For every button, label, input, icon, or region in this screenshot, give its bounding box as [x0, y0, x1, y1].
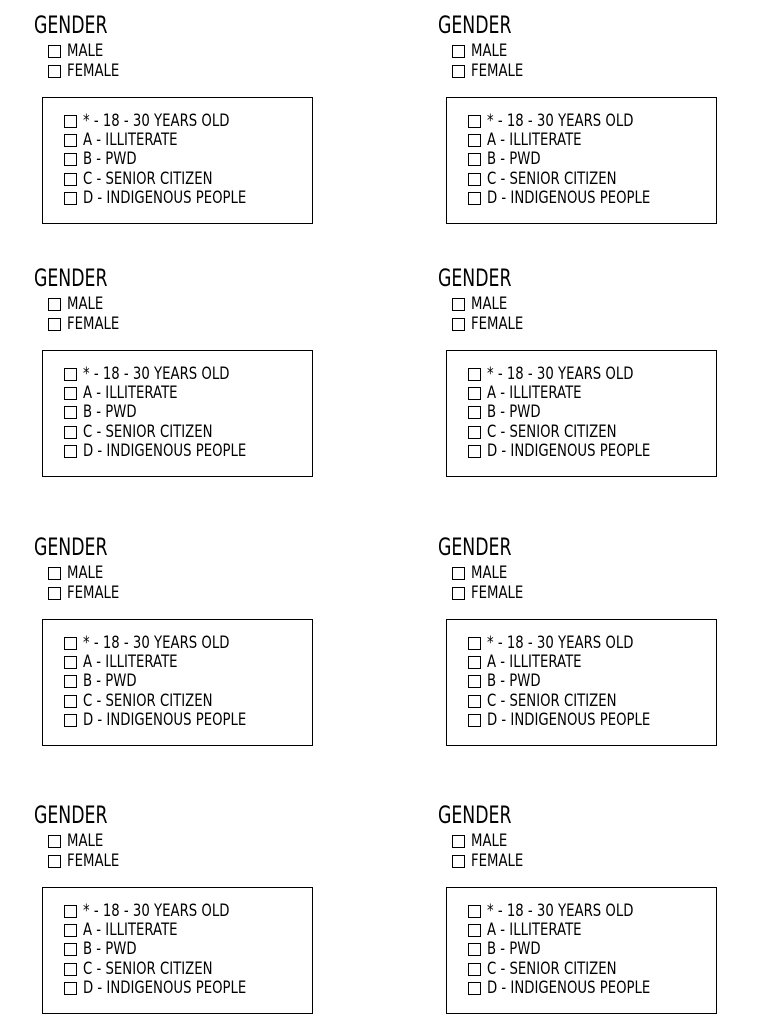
gender-option-label: FEMALE [471, 61, 524, 81]
male-checkbox[interactable] [452, 298, 465, 311]
category-checkbox[interactable] [468, 192, 481, 205]
category-checkbox[interactable] [64, 943, 77, 956]
category-checkbox[interactable] [468, 134, 481, 147]
category-label: D - INDIGENOUS PEOPLE [83, 710, 247, 730]
category-label: A - ILLITERATE [83, 130, 178, 150]
category-checkbox[interactable] [64, 173, 77, 186]
male-checkbox[interactable] [452, 835, 465, 848]
category-checkbox[interactable] [64, 656, 77, 669]
form-card [34, 12, 324, 242]
category-box [446, 97, 717, 224]
category-checkbox[interactable] [468, 153, 481, 166]
category-label: C - SENIOR CITIZEN [487, 422, 617, 442]
gender-title: GENDER [34, 533, 108, 561]
gender-option-male[interactable] [48, 294, 114, 314]
category-label: A - ILLITERATE [487, 920, 582, 940]
category-checkbox[interactable] [468, 656, 481, 669]
category-label: * - 18 - 30 YEARS OLD [487, 111, 634, 131]
gender-option-female[interactable] [452, 61, 538, 81]
category-youth[interactable] [468, 901, 675, 921]
gender-option-female[interactable] [452, 583, 538, 603]
category-label: B - PWD [83, 402, 137, 422]
category-label: * - 18 - 30 YEARS OLD [83, 364, 230, 384]
category-senior-citizen[interactable] [64, 959, 249, 979]
gender-option-label: FEMALE [471, 314, 524, 334]
gender-option-male[interactable] [452, 831, 518, 851]
category-label: A - ILLITERATE [487, 383, 582, 403]
gender-title: GENDER [438, 264, 512, 292]
category-checkbox[interactable] [64, 134, 77, 147]
category-youth[interactable] [64, 364, 271, 384]
category-label: D - INDIGENOUS PEOPLE [83, 978, 247, 998]
form-card [438, 12, 728, 242]
category-label: * - 18 - 30 YEARS OLD [487, 364, 634, 384]
gender-title: GENDER [438, 533, 512, 561]
category-label: * - 18 - 30 YEARS OLD [487, 633, 634, 653]
form-card [438, 802, 728, 1032]
category-checkbox[interactable] [468, 695, 481, 708]
gender-option-label: FEMALE [67, 851, 120, 871]
gender-option-label: MALE [67, 563, 104, 583]
category-checkbox[interactable] [468, 714, 481, 727]
category-label: C - SENIOR CITIZEN [487, 691, 617, 711]
category-label: * - 18 - 30 YEARS OLD [83, 111, 230, 131]
category-box [42, 97, 313, 224]
female-checkbox[interactable] [452, 587, 465, 600]
category-label: C - SENIOR CITIZEN [83, 691, 213, 711]
category-pwd[interactable] [468, 671, 556, 691]
category-checkbox[interactable] [64, 192, 77, 205]
form-card [438, 534, 728, 764]
gender-option-female[interactable] [48, 61, 134, 81]
category-checkbox[interactable] [468, 406, 481, 419]
category-box [446, 887, 717, 1014]
category-illiterate[interactable] [64, 652, 204, 672]
category-youth[interactable] [468, 633, 675, 653]
category-indigenous-people[interactable] [468, 441, 696, 461]
category-label: D - INDIGENOUS PEOPLE [487, 978, 651, 998]
category-indigenous-people[interactable] [64, 710, 292, 730]
gender-option-female[interactable] [48, 314, 134, 334]
category-pwd[interactable] [64, 939, 152, 959]
category-checkbox[interactable] [64, 963, 77, 976]
gender-option-label: FEMALE [67, 61, 120, 81]
category-pwd[interactable] [64, 149, 152, 169]
category-senior-citizen[interactable] [468, 169, 653, 189]
gender-option-female[interactable] [48, 583, 134, 603]
male-checkbox[interactable] [48, 567, 61, 580]
category-checkbox[interactable] [64, 445, 77, 458]
category-checkbox[interactable] [64, 368, 77, 381]
gender-option-label: FEMALE [67, 583, 120, 603]
male-checkbox[interactable] [48, 45, 61, 58]
male-checkbox[interactable] [48, 298, 61, 311]
gender-option-male[interactable] [452, 563, 518, 583]
category-checkbox[interactable] [64, 982, 77, 995]
category-illiterate[interactable] [64, 383, 204, 403]
category-checkbox[interactable] [468, 115, 481, 128]
form-card [34, 534, 324, 764]
category-checkbox[interactable] [64, 153, 77, 166]
category-label: D - INDIGENOUS PEOPLE [83, 441, 247, 461]
category-checkbox[interactable] [64, 637, 77, 650]
category-indigenous-people[interactable] [64, 188, 292, 208]
gender-option-label: FEMALE [471, 583, 524, 603]
category-checkbox[interactable] [64, 387, 77, 400]
category-senior-citizen[interactable] [468, 959, 653, 979]
category-checkbox[interactable] [468, 905, 481, 918]
category-label: B - PWD [487, 939, 541, 959]
gender-option-label: MALE [67, 831, 104, 851]
gender-option-male[interactable] [48, 41, 114, 61]
male-checkbox[interactable] [452, 45, 465, 58]
category-box [446, 350, 717, 477]
category-pwd[interactable] [468, 149, 556, 169]
category-label: D - INDIGENOUS PEOPLE [487, 441, 651, 461]
category-illiterate[interactable] [468, 652, 608, 672]
category-indigenous-people[interactable] [468, 978, 696, 998]
category-pwd[interactable] [64, 402, 152, 422]
category-checkbox[interactable] [468, 368, 481, 381]
gender-option-female[interactable] [48, 851, 134, 871]
category-label: A - ILLITERATE [487, 130, 582, 150]
category-youth[interactable] [468, 111, 675, 131]
female-checkbox[interactable] [48, 587, 61, 600]
gender-option-male[interactable] [452, 294, 518, 314]
gender-option-label: FEMALE [67, 314, 120, 334]
gender-option-label: MALE [471, 41, 508, 61]
category-box [42, 350, 313, 477]
category-checkbox[interactable] [64, 406, 77, 419]
category-senior-citizen[interactable] [64, 422, 249, 442]
category-label: * - 18 - 30 YEARS OLD [83, 901, 230, 921]
category-illiterate[interactable] [64, 130, 204, 150]
form-card [34, 265, 324, 495]
gender-option-label: FEMALE [471, 851, 524, 871]
category-checkbox[interactable] [64, 426, 77, 439]
category-checkbox[interactable] [468, 963, 481, 976]
category-checkbox[interactable] [64, 924, 77, 937]
category-checkbox[interactable] [468, 943, 481, 956]
gender-title: GENDER [34, 801, 108, 829]
category-label: B - PWD [487, 402, 541, 422]
category-illiterate[interactable] [64, 920, 204, 940]
category-indigenous-people[interactable] [64, 978, 292, 998]
category-senior-citizen[interactable] [468, 422, 653, 442]
category-pwd[interactable] [468, 402, 556, 422]
category-indigenous-people[interactable] [468, 188, 696, 208]
category-pwd[interactable] [64, 671, 152, 691]
category-label: C - SENIOR CITIZEN [487, 169, 617, 189]
category-youth[interactable] [64, 633, 271, 653]
category-box [42, 887, 313, 1014]
category-checkbox[interactable] [64, 714, 77, 727]
category-senior-citizen[interactable] [64, 691, 249, 711]
category-senior-citizen[interactable] [64, 169, 249, 189]
gender-option-label: MALE [471, 294, 508, 314]
category-label: C - SENIOR CITIZEN [487, 959, 617, 979]
gender-title: GENDER [438, 801, 512, 829]
gender-option-male[interactable] [48, 831, 114, 851]
category-label: A - ILLITERATE [487, 652, 582, 672]
female-checkbox[interactable] [452, 855, 465, 868]
category-label: A - ILLITERATE [83, 652, 178, 672]
category-label: B - PWD [83, 149, 137, 169]
female-checkbox[interactable] [48, 65, 61, 78]
category-label: * - 18 - 30 YEARS OLD [487, 901, 634, 921]
category-label: C - SENIOR CITIZEN [83, 422, 213, 442]
category-label: * - 18 - 30 YEARS OLD [83, 633, 230, 653]
category-checkbox[interactable] [468, 426, 481, 439]
female-checkbox[interactable] [452, 318, 465, 331]
female-checkbox[interactable] [48, 318, 61, 331]
category-label: D - INDIGENOUS PEOPLE [83, 188, 247, 208]
male-checkbox[interactable] [48, 835, 61, 848]
gender-option-female[interactable] [452, 851, 538, 871]
category-label: B - PWD [83, 671, 137, 691]
category-label: C - SENIOR CITIZEN [83, 169, 213, 189]
category-label: B - PWD [83, 939, 137, 959]
gender-option-label: MALE [67, 294, 104, 314]
category-youth[interactable] [64, 111, 271, 131]
category-senior-citizen[interactable] [468, 691, 653, 711]
category-indigenous-people[interactable] [468, 710, 696, 730]
category-label: A - ILLITERATE [83, 383, 178, 403]
category-label: A - ILLITERATE [83, 920, 178, 940]
category-illiterate[interactable] [468, 383, 608, 403]
category-checkbox[interactable] [468, 445, 481, 458]
category-illiterate[interactable] [468, 130, 608, 150]
gender-title: GENDER [34, 264, 108, 292]
category-checkbox[interactable] [64, 695, 77, 708]
gender-option-male[interactable] [48, 563, 114, 583]
category-box [446, 619, 717, 746]
category-label: C - SENIOR CITIZEN [83, 959, 213, 979]
category-label: D - INDIGENOUS PEOPLE [487, 188, 651, 208]
category-label: B - PWD [487, 149, 541, 169]
gender-option-label: MALE [471, 831, 508, 851]
male-checkbox[interactable] [452, 567, 465, 580]
category-pwd[interactable] [468, 939, 556, 959]
form-card [34, 802, 324, 1032]
gender-option-male[interactable] [452, 41, 518, 61]
category-checkbox[interactable] [468, 982, 481, 995]
gender-title: GENDER [34, 11, 108, 39]
gender-title: GENDER [438, 11, 512, 39]
category-youth[interactable] [468, 364, 675, 384]
female-checkbox[interactable] [452, 65, 465, 78]
category-illiterate[interactable] [468, 920, 608, 940]
category-checkbox[interactable] [468, 924, 481, 937]
category-box [42, 619, 313, 746]
gender-option-female[interactable] [452, 314, 538, 334]
gender-option-label: MALE [471, 563, 508, 583]
category-checkbox[interactable] [64, 675, 77, 688]
category-youth[interactable] [64, 901, 271, 921]
category-label: D - INDIGENOUS PEOPLE [487, 710, 651, 730]
category-checkbox[interactable] [468, 387, 481, 400]
category-checkbox[interactable] [468, 173, 481, 186]
category-checkbox[interactable] [468, 675, 481, 688]
gender-option-label: MALE [67, 41, 104, 61]
form-card [438, 265, 728, 495]
female-checkbox[interactable] [48, 855, 61, 868]
category-label: B - PWD [487, 671, 541, 691]
category-indigenous-people[interactable] [64, 441, 292, 461]
category-checkbox[interactable] [64, 115, 77, 128]
category-checkbox[interactable] [468, 637, 481, 650]
category-checkbox[interactable] [64, 905, 77, 918]
